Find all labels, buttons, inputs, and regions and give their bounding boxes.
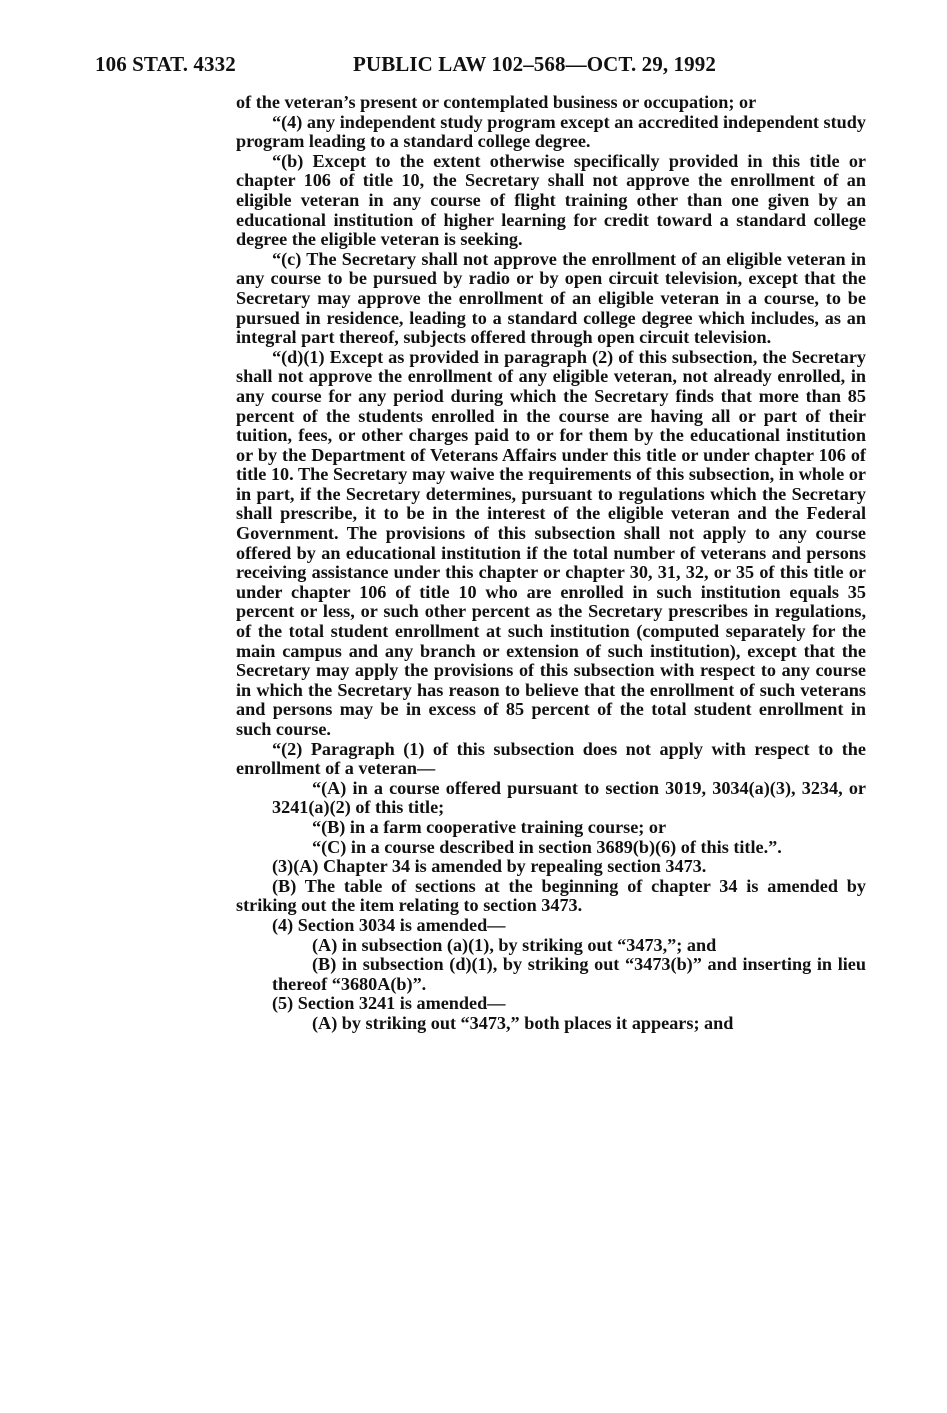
paragraph-c: “(c) The Secretary shall not approve the enrollment of an eligible veteran in any course to be pursued by radio or by open circuit television, except that the Secretary may approve the enrollment of an eligible veteran in a course, to be pursued in residence, leading to a standard college degree which includes, as an integral part thereof, subjects offered through open circuit television. [236, 248, 866, 348]
page-header [95, 52, 870, 82]
stat-page-number: 106 STAT. 4332 [95, 52, 236, 76]
paragraph-d2: “(2) Paragraph (1) of this subsection does not apply with respect to the enrollment of a veteran— [236, 738, 866, 779]
paragraph-continuation: of the veteran’s present or contemplated business or occupation; or [236, 92, 757, 112]
paragraph-5: (5) Section 3241 is amended— [272, 993, 506, 1014]
subparagraph-5a: (A) by striking out “3473,” both places it appears; and [312, 1012, 734, 1033]
subparagraph-d2-c: “(C) in a course described in section 3689(b)(6) of this title.”. [312, 836, 782, 857]
subparagraph-4a: (A) in subsection (a)(1), by striking out “3473,”; and [312, 934, 717, 955]
subparagraph-d2-b: “(B) in a farm cooperative training course; or [312, 816, 667, 837]
paragraph-3b: (B) The table of sections at the beginning of chapter 34 is amended by striking out the item relating to section 3473. [236, 875, 866, 916]
paragraph-4: (4) Section 3034 is amended— [272, 914, 506, 935]
paragraph-d1: “(d)(1) Except as provided in paragraph (2) of this subsection, the Secretary shall not approve the enrollment of any eligible veteran, not already enrolled, in any course for any period during which the Secretary finds that more than 85 percent of the students enrolled in the course are having all or part of their tuition, fees, or other charges paid to or for them by the educational institution or by the Department of Veterans Affairs under this title or under chapter 106 of title 10. The Secretary may waive the requirements of this subsection, in whole or in part, if the Secretary determines, pursuant to regulations which the Secretary shall prescribe, it to be in the interest of the eligible veteran and the Federal Government. The provisions of this subsection shall not apply to any course offered by an educational institution if the total number of veterans and persons receiving assistance under this chapter or chapter 30, 31, 32, or 35 of this title or under chapter 106 of title 10 who are enrolled in such institution equals 35 percent or less, or such other percent as the Secretary prescribes in regulations, of the total student enrollment at such institution (computed separately for the main campus and any branch or extension of such institution), except that the Secretary may apply the provisions of this subsection with respect to any course in which the Secretary has reason to believe that the enrollment of such veterans and persons may be in excess of 85 percent of the total student enrollment in such course. [236, 346, 866, 739]
paragraph-3a: (3)(A) Chapter 34 is amended by repealing section 3473. [272, 856, 707, 877]
statute-body [236, 93, 866, 1034]
subparagraph-d2-a: “(A) in a course offered pursuant to section 3019, 3034(a)(3), 3234, or 3241(a)(2) of this title; [272, 777, 866, 818]
subparagraph-4b: (B) in subsection (d)(1), by striking out “3473(b)” and inserting in lieu thereof “3680A(b)”. [272, 954, 866, 994]
paragraph-b: “(b) Except to the extent otherwise specifically provided in this title or chapter 106 of title 10, the Secretary shall not approve the enrollment of an eligible veteran in any course of flight training other than one given by an educational institution of higher learning for credit toward a standard college degree the eligible veteran is seeking. [236, 150, 866, 250]
paragraph-a4: “(4) any independent study program except an accredited independent study program leading to a standard college degree. [236, 111, 866, 152]
public-law-citation: PUBLIC LAW 102–568—OCT. 29, 1992 [353, 52, 716, 76]
